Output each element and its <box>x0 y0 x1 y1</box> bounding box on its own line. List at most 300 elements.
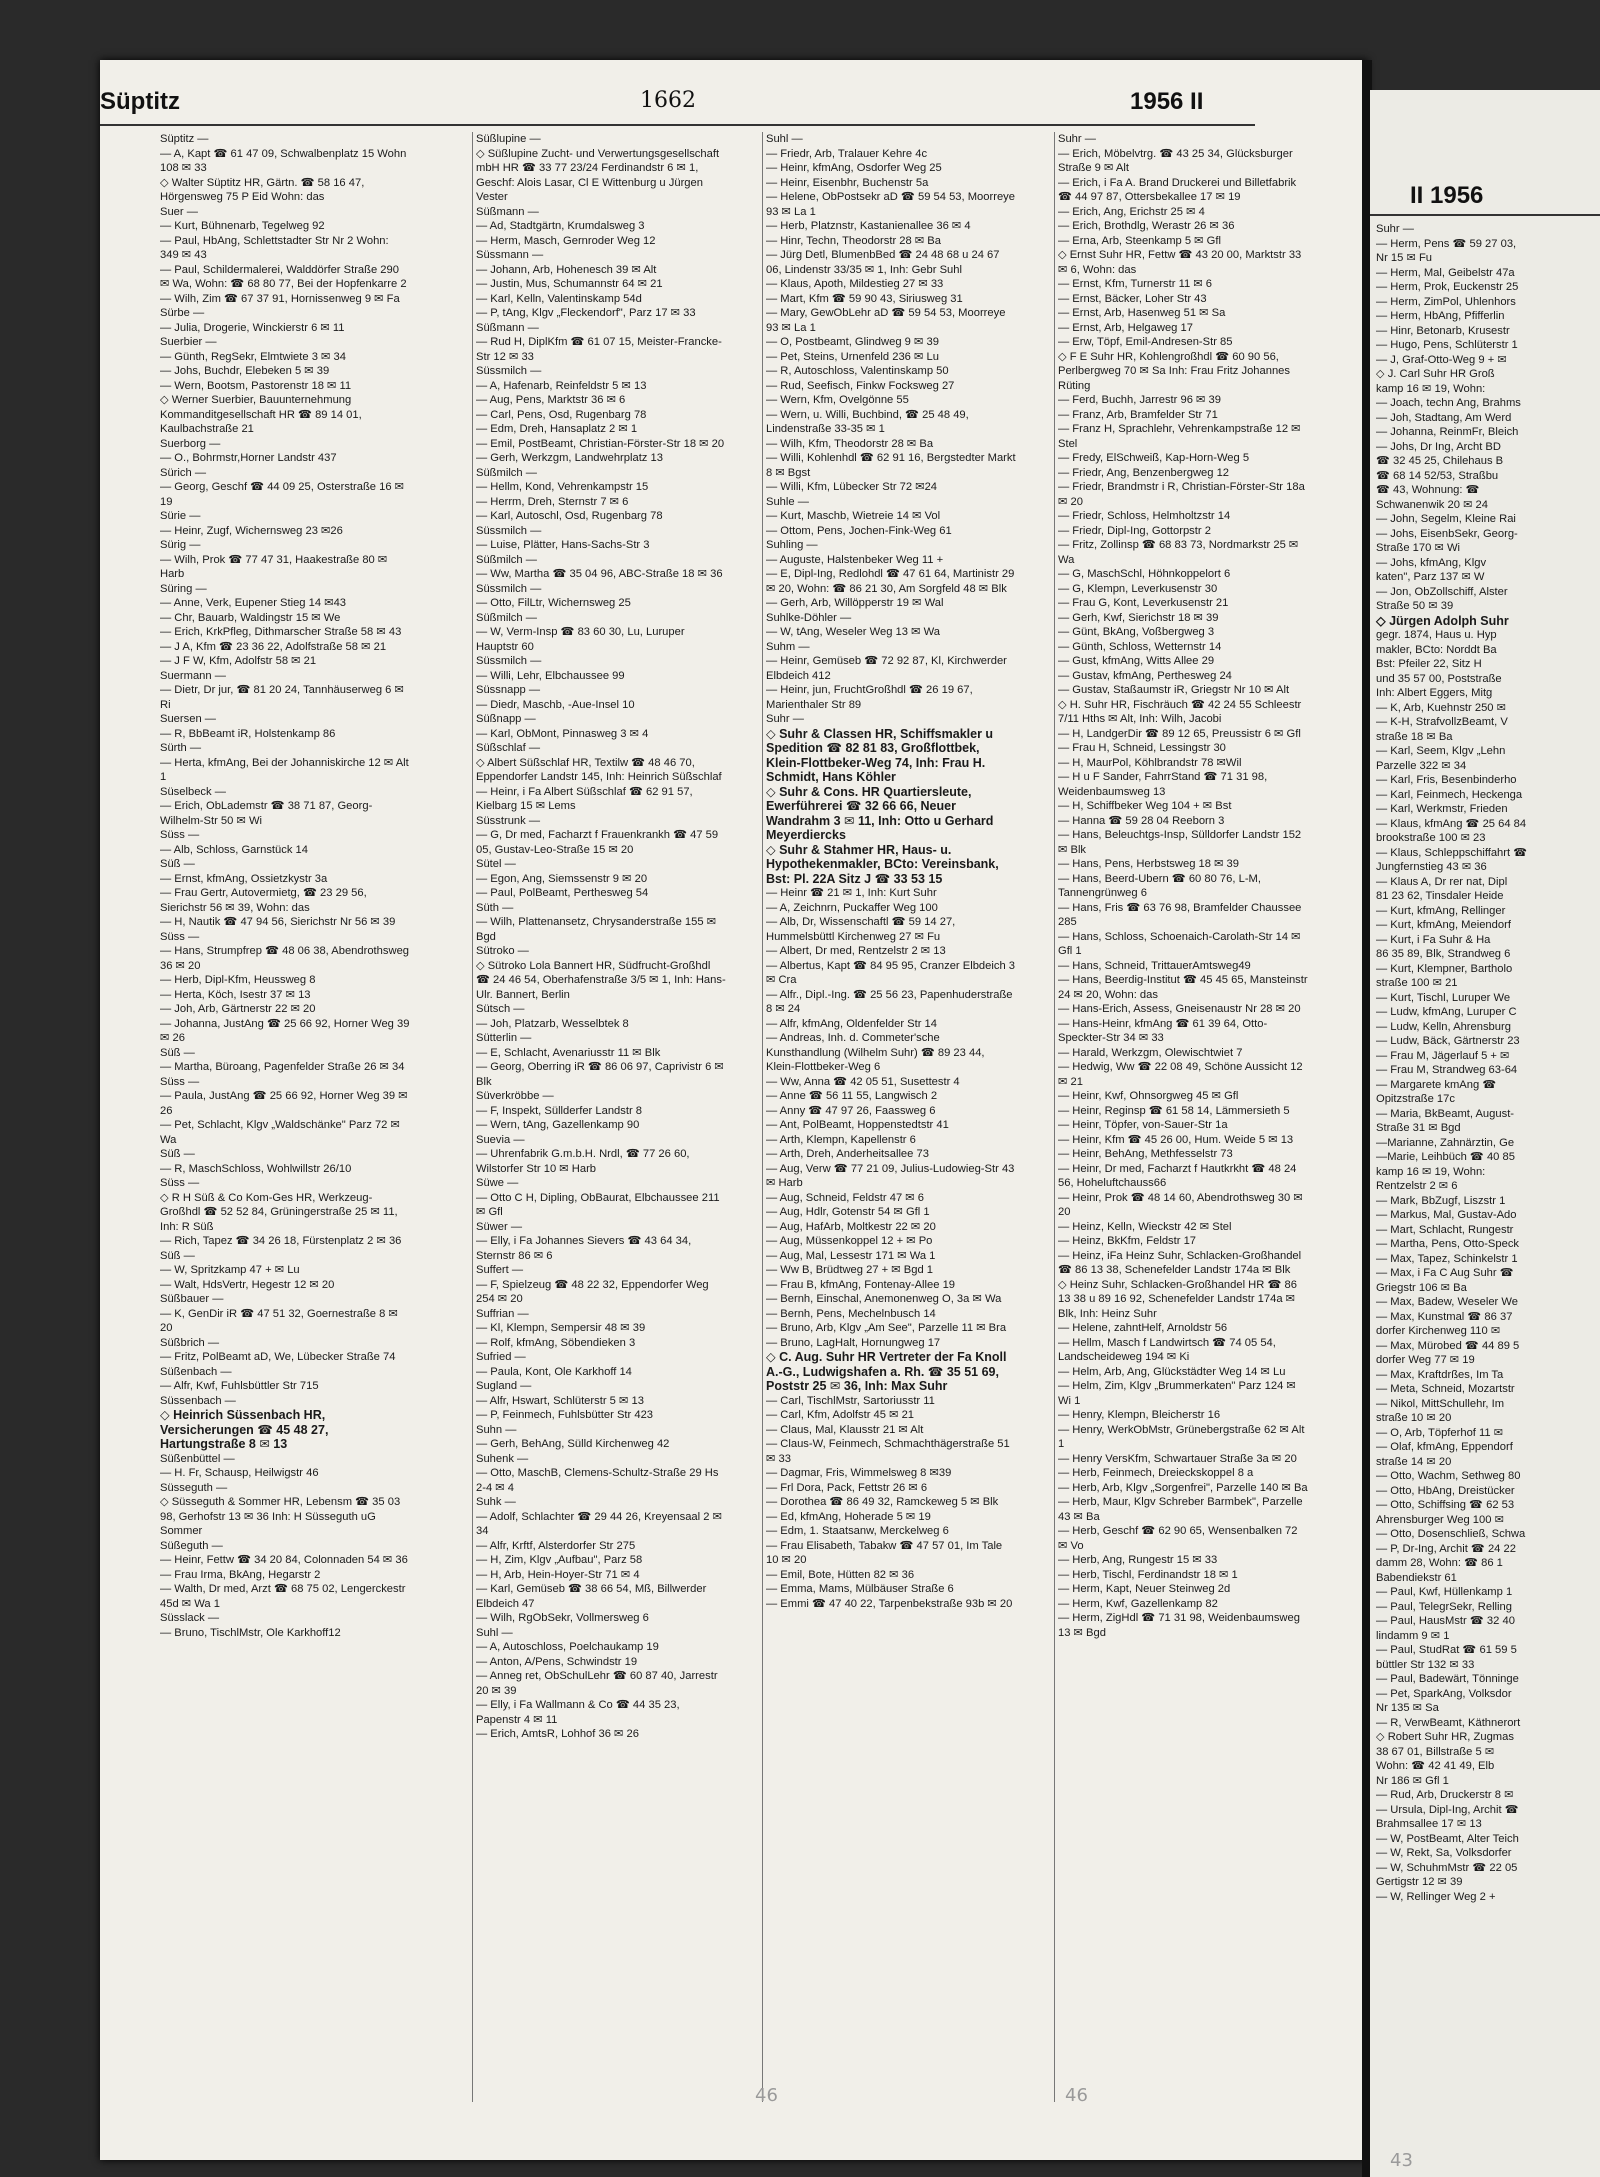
directory-entry: — Martha, Pens, Otto-Speck <box>1376 1238 1520 1250</box>
directory-entry: — Jon, ObZollschiff, Alster <box>1376 585 1508 598</box>
directory-entry: Sütel — <box>476 858 516 870</box>
directory-entry: — Klaus, kfmAng ☎ 25 64 84 <box>1376 817 1527 830</box>
directory-entry: ◇ F E Suhr HR, Kohlengroßhdl ☎ 60 90 56, Perlbergweg 70 ✉ Sa Inh: Frau Fritz Johannes Rüting <box>1058 350 1290 392</box>
directory-entry: — Elly, i Fa Johannes Sievers ☎ 43 64 34, Sternstr 86 ✉ 6 <box>476 1235 692 1262</box>
directory-entry: — Heinz, iFa Heinz Suhr, Schlacken-Großhandel ☎ 86 13 38, Schenefelder Landstr 174a ✉ Blk <box>1058 1249 1302 1276</box>
directory-entry: Suhl — <box>766 133 803 145</box>
directory-entry: — Erw, Töpf, Emil-Andresen-Str 85 <box>1058 336 1233 348</box>
directory-entry: — Heinr, kfmAng, Osdorfer Weg 25 <box>766 162 942 174</box>
directory-entry: — Wern, Bootsm, Pastorenstr 18 ✉ 11 <box>160 379 352 392</box>
directory-entry: — Aug, Müssenkoppel 12 + ✉ Po <box>766 1235 933 1247</box>
directory-entry: — Edm, Dreh, Hansaplatz 2 ✉ 1 <box>476 423 638 435</box>
directory-entry: Süßenbach — <box>160 1365 232 1378</box>
column-divider <box>762 132 763 2102</box>
directory-entry: Parzelle 322 ✉ 34 <box>1376 759 1467 772</box>
directory-entry: — Hans, Pens, Herbstsweg 18 ✉ 39 <box>1058 858 1239 870</box>
directory-entry: — Diedr, Maschb, -Aue-Insel 10 <box>476 698 635 711</box>
directory-entry: straße 18 ✉ Ba <box>1376 730 1453 743</box>
directory-entry: — G, MaschSchl, Höhnkoppelort 6 <box>1058 568 1231 580</box>
directory-entry: — Harald, Werkzgm, Olewischtwiet 7 <box>1058 1046 1243 1059</box>
directory-entry: — Maria, BkBeamt, August- <box>1376 1107 1515 1120</box>
directory-entry: — O, Arb, Töpferhof 11 ✉ <box>1376 1426 1504 1439</box>
directory-entry: — Paul, TelegrSekr, Relling <box>1376 1600 1512 1613</box>
directory-entry: — Henry, Klempn, Bleicherstr 16 <box>1058 1409 1221 1421</box>
directory-entry: Süptitz — <box>160 133 209 145</box>
directory-entry: — Herm, Masch, Gernroder Weg 12 <box>476 234 656 247</box>
directory-entry: — Georg, Oberring iR ☎ 86 06 97, Caprivistr 6 ✉ Blk <box>476 1061 724 1088</box>
directory-entry: Suermann — <box>160 669 226 682</box>
directory-entry: — Heinr, Dr med, Facharzt f Hautkrkht ☎ 48 24 56, Hoheluftchauss66 <box>1058 1162 1297 1189</box>
directory-entry: Suhling — <box>766 539 818 551</box>
directory-entry: — Willi, Kfm, Lübecker Str 72 ✉24 <box>766 481 938 493</box>
directory-entry: — Erich, i Fa A. Brand Druckerei und Billetfabrik ☎ 44 97 87, Ottersbekallee 17 ✉ 19 <box>1058 176 1297 203</box>
directory-entry: — W, Rellinger Weg 2 + <box>1376 1890 1496 1903</box>
directory-entry: — Henry VersKfm, Schwartauer Straße 3a ✉ 20 <box>1058 1452 1297 1465</box>
directory-entry: — Kurt, i Fa Suhr & Ha <box>1376 933 1491 946</box>
directory-entry: — Fritz, PolBeamt aD, We, Lübecker Straße 74 <box>160 1351 396 1363</box>
directory-entry: Sürich — <box>160 466 207 479</box>
directory-entry: — Kurt, kfmAng, Rellinger <box>1376 904 1506 917</box>
directory-entry: Suffrian — <box>476 1307 529 1320</box>
directory-entry: — Rolf, kfmAng, Söbendieken 3 <box>476 1336 636 1349</box>
directory-entry: — J, Graf-Otto-Weg 9 + ✉ <box>1376 353 1507 366</box>
directory-entry: — K, Arb, Kuehnstr 250 ✉ <box>1376 701 1507 714</box>
directory-entry: — Johs, Dr Ing, Archt BD <box>1376 440 1501 453</box>
directory-entry: — Franz H, Sprachlehr, Vehrenkampstraße 12 ✉ Stel <box>1058 423 1301 450</box>
directory-entry: gegr. 1874, Haus u. Hyp <box>1376 629 1497 641</box>
directory-entry: — F, Inspekt, Süllderfer Landstr 8 <box>476 1104 643 1117</box>
directory-entry: — Aug, Pens, Marktstr 36 ✉ 6 <box>476 394 626 406</box>
directory-entry: — Alfr., Dipl.-Ing. ☎ 25 56 23, Papenhuderstraße 8 ✉ 24 <box>766 988 1013 1015</box>
directory-entry: Suhr — <box>766 713 804 725</box>
directory-entry: ☎ 32 45 25, Chilehaus B <box>1376 455 1504 467</box>
directory-entry: — Ottom, Pens, Jochen-Fink-Weg 61 <box>766 524 952 537</box>
directory-entry: — P, Dr-Ing, Archit ☎ 24 22 <box>1376 1542 1516 1555</box>
directory-entry: — Aug, Verw ☎ 77 21 09, Julius-Ludowieg-Str 43 ✉ Harb <box>766 1162 1015 1189</box>
directory-entry: ◇ Werner Suerbier, Bauunternehmung Kommanditgesellschaft HR ☎ 89 14 01, Kaulbachstraße 21 <box>160 394 362 435</box>
directory-entry: — Mark, BbZugf, Liszstr 1 <box>1376 1194 1506 1207</box>
directory-entry: Süß — <box>160 1249 195 1262</box>
directory-entry: — Klaus, Apoth, Mildestieg 27 ✉ 33 <box>766 278 944 290</box>
directory-entry: — R, VerwBeamt, Käthnerort <box>1376 1716 1521 1729</box>
directory-entry: — Paul, HbAng, Schlettstadter Str Nr 2 Wohn: 349 ✉ 43 <box>160 234 389 261</box>
directory-entry: Suerborg — <box>160 437 221 450</box>
directory-entry: — Ludw, kfmAng, Luruper C <box>1376 1006 1517 1018</box>
handwritten-mark: 43 <box>1390 2150 1413 2171</box>
directory-entry: — W, PostBeamt, Alter Teich <box>1376 1832 1519 1845</box>
directory-entry: — Alfr, Kwf, Fuhlsbüttler Str 715 <box>160 1380 319 1392</box>
directory-entry: — Heinr, Töpfer, von-Sauer-Str 1a <box>1058 1119 1228 1131</box>
directory-entry: Sürie — <box>160 510 201 522</box>
directory-entry: — Helene, ObPostsekr aD ☎ 59 54 53, Moorreye 93 ✉ La 1 <box>766 191 1015 218</box>
directory-entry: — Gerh, Arb, Willöpperstr 19 ✉ Wal <box>766 597 944 609</box>
column-3 <box>766 132 1016 1611</box>
directory-entry: Süsseguth — <box>160 1481 228 1494</box>
directory-entry: ◇ Sütroko Lola Bannert HR, Südfrucht-Großhdl ☎ 24 46 54, Oberhafenstraße 3/5 ✉ 1, Inh: Hans-Ulr. Bannert, Berlin <box>476 959 726 1001</box>
directory-entry: ☎ 68 14 52/53, Straßbu <box>1376 469 1499 482</box>
directory-entry: — Max, Mürobed ☎ 44 89 5 <box>1376 1339 1520 1352</box>
directory-entry: 81 23 62, Tinsdaler Heide <box>1376 890 1504 902</box>
directory-entry: — Aug, Mal, Lessestr 171 ✉ Wa 1 <box>766 1249 936 1262</box>
right-page-header: II 1956 <box>1410 182 1484 209</box>
directory-entry: — W, Rekt, Sa, Volksdorfer <box>1376 1847 1512 1859</box>
directory-entry: — Pet, Steins, Urnenfeld 236 ✉ Lu <box>766 350 939 363</box>
directory-entry: — Franz, Arb, Bramfelder Str 71 <box>1058 408 1218 421</box>
directory-entry: — Ludw, Bäck, Gärtnerstr 23 <box>1376 1035 1520 1047</box>
directory-entry: — Karl, ObMont, Pinnasweg 3 ✉ 4 <box>476 727 649 740</box>
directory-entry: — Paul, Kwf, Hüllenkamp 1 <box>1376 1586 1513 1598</box>
directory-entry: — Margarete kmAng ☎ <box>1376 1078 1497 1091</box>
directory-entry: — Günth, RegSekr, Elmtwiete 3 ✉ 34 <box>160 350 346 363</box>
directory-entry: — Johanna, JustAng ☎ 25 66 92, Horner Weg 39 ✉ 26 <box>160 1017 410 1044</box>
directory-entry: — Joach, techn Ang, Brahms <box>1376 397 1521 409</box>
directory-entry: — Alb, Dr, Wissenschaftl ☎ 59 14 27, Hummelsbüttl Kirchenweg 27 ✉ Fu <box>766 916 956 943</box>
directory-entry: — Hinr, Betonarb, Krusestr <box>1376 324 1510 337</box>
directory-entry: — Gustav, kfmAng, Perthesweg 24 <box>1058 669 1232 682</box>
directory-entry: — Julia, Drogerie, Winckierstr 6 ✉ 11 <box>160 321 345 334</box>
directory-entry: — Emil, Bote, Hütten 82 ✉ 36 <box>766 1568 915 1581</box>
directory-entry: — W, SchuhmMstr ☎ 22 05 <box>1376 1861 1518 1874</box>
directory-entry: — Alb, Schloss, Garnstück 14 <box>160 843 308 856</box>
right-page <box>1370 90 1600 2177</box>
directory-entry: — Friedr, Brandmstr i R, Christian-Förster-Str 18a ✉ 20 <box>1058 481 1305 508</box>
directory-entry: — Ernst, Bäcker, Loher Str 43 <box>1058 292 1207 305</box>
directory-entry: lindamm 9 ✉ 1 <box>1376 1629 1450 1642</box>
directory-entry: — Heinr, BehAng, Methfesselstr 73 <box>1058 1148 1233 1160</box>
directory-entry: — Ed, kfmAng, Hoherade 5 ✉ 19 <box>766 1510 931 1523</box>
directory-entry: — Otto, MaschB, Clemens-Schultz-Straße 29 Hs 2-4 ✉ 4 <box>476 1467 719 1494</box>
directory-entry: Suerbier — <box>160 336 217 348</box>
directory-entry: — Herm, Prok, Euckenstr 25 <box>1376 281 1519 293</box>
directory-entry: — Aug, Hdlr, Gotenstr 54 ✉ Gfl 1 <box>766 1206 930 1218</box>
directory-entry: Nr 186 ✉ Gfl 1 <box>1376 1774 1449 1787</box>
directory-entry: — Günth, Schloss, Wetternstr 14 <box>1058 640 1222 653</box>
directory-entry: — Heinr, Zugf, Wichernsweg 23 ✉26 <box>160 524 343 537</box>
directory-entry: — Erna, Arb, Steenkamp 5 ✉ Gfl <box>1058 234 1221 247</box>
directory-entry: — Emil, PostBeamt, Christian-Förster-Str 18 ✉ 20 <box>476 437 725 450</box>
directory-entry: — Anne, Verk, Eupener Stieg 14 ✉43 <box>160 597 347 609</box>
directory-entry: — Mary, GewObLehr aD ☎ 59 54 53, Moorreye 93 ✉ La 1 <box>766 307 1006 334</box>
directory-entry: — Hans, Schneid, TrittauerAmtsweg49 <box>1058 959 1251 972</box>
directory-entry: — Gerh, BehAng, Sülld Kirchenweg 42 <box>476 1438 670 1450</box>
directory-entry: — Herb, Maur, Klgv Schreber Barmbek", Parzelle 43 ✉ Ba <box>1058 1496 1303 1523</box>
directory-entry: — Hans-Erich, Assess, Gneisenaustr Nr 28 ✉ 20 <box>1058 1003 1301 1015</box>
directory-entry: Brahmsallee 17 ✉ 13 <box>1376 1818 1482 1830</box>
directory-entry: — Bruno, TischlMstr, Ole Karkhoff12 <box>160 1626 341 1639</box>
directory-entry: — Wilh, Zim ☎ 67 37 91, Hornissenweg 9 ✉ Fa <box>160 292 400 305</box>
directory-entry: — Otto, Dosenschließ, Schwa <box>1376 1528 1526 1540</box>
directory-entry: — Ww, Martha ☎ 35 04 96, ABC-Straße 18 ✉ 36 <box>476 568 723 580</box>
directory-entry: — Ww, Anna ☎ 42 05 51, Susettestr 4 <box>766 1075 960 1088</box>
directory-entry: — Heinr, Reginsp ☎ 61 58 14, Lämmersieth 5 <box>1058 1104 1290 1117</box>
directory-entry: — Dietr, Dr jur, ☎ 81 20 24, Tannhäuserweg 6 ✉ Ri <box>160 684 404 711</box>
directory-entry: Suhenk — <box>476 1452 529 1465</box>
directory-entry: Suevia — <box>476 1133 525 1146</box>
directory-entry: Wohn: ☎ 42 41 49, Elb <box>1376 1760 1495 1772</box>
directory-entry: ◇ Süsseguth & Sommer HR, Lebensm ☎ 35 03 98, Gerhofstr 13 ✉ 36 Inh: H Süsseguth uG Sommer <box>160 1496 401 1537</box>
directory-entry: Süssnapp — <box>476 684 541 696</box>
directory-entry: — Heinr ☎ 21 ✉ 1, Inh: Kurt Suhr <box>766 887 937 899</box>
directory-entry: Süßmilch — <box>476 553 537 566</box>
directory-entry: dorfer Weg 77 ✉ 19 <box>1376 1354 1475 1366</box>
directory-entry: Süßenbüttel — <box>160 1452 235 1465</box>
directory-entry: — Walt, HdsVertr, Hegestr 12 ✉ 20 <box>160 1278 335 1291</box>
directory-entry: — Frau G, Kont, Leverkusenstr 21 <box>1058 597 1229 609</box>
directory-entry: — Hans, Fris ☎ 63 76 98, Bramfelder Chaussee 285 <box>1058 901 1302 928</box>
directory-entry: — A, Autoschloss, Poelchaukamp 19 <box>476 1641 659 1653</box>
directory-entry: — John, Segelm, Kleine Rai <box>1376 513 1516 525</box>
directory-entry: — Herb, Ang, Rungestr 15 ✉ 33 <box>1058 1554 1218 1566</box>
directory-entry: — Anny ☎ 47 97 26, Faassweg 6 <box>766 1104 936 1117</box>
directory-entry: — Herm, ZimPol, Uhlenhors <box>1376 295 1516 308</box>
directory-entry: Süsslack — <box>160 1612 220 1624</box>
directory-entry: — Heinr, Fettw ☎ 34 20 84, Colonnaden 54 ✉ 36 <box>160 1554 408 1566</box>
directory-entry: — Hugo, Pens, Schlüterstr 1 <box>1376 339 1518 351</box>
directory-entry: — Willi, Kohlenhdl ☎ 62 91 16, Bergstedter Markt 8 ✉ Bgst <box>766 452 1016 479</box>
directory-entry: — Paul, StudRat ☎ 61 59 5 <box>1376 1644 1517 1656</box>
directory-entry: Sürig — <box>160 539 201 551</box>
column-2 <box>476 132 726 1742</box>
directory-entry: — Frl Dora, Pack, Fettstr 26 ✉ 6 <box>766 1481 928 1494</box>
directory-entry: — Max, Tapez, Schinkelstr 1 <box>1376 1252 1518 1265</box>
directory-entry: — Heinr, Eisenbhr, Buchenstr 5a <box>766 176 929 189</box>
directory-entry: ◇ Walter Süptitz HR, Gärtn. ☎ 58 16 47, Hörgensweg 75 P Eid Wohn: das <box>160 176 365 203</box>
directory-entry: — Paul, Badewärt, Tönninge <box>1376 1673 1519 1685</box>
directory-entry: — Herb, Tischl, Ferdinandstr 18 ✉ 1 <box>1058 1568 1238 1581</box>
directory-entry: — Herm, Pens ☎ 59 27 03, <box>1376 237 1517 250</box>
directory-entry: — Wilh, Prok ☎ 77 47 31, Haakestraße 80 ✉ Harb <box>160 553 388 580</box>
directory-entry: — Ernst, kfmAng, Ossietzkystr 3a <box>160 872 328 885</box>
directory-entry: — Otto, HbAng, Dreistücker <box>1376 1484 1515 1497</box>
directory-entry: ◇ Heinrich Süssenbach HR, Versicherungen ☎ 45 48 27, Hartungstraße 8 ✉ 13 <box>160 1408 329 1451</box>
directory-entry: — Chr, Bauarb, Waldingstr 15 ✉ We <box>160 611 341 624</box>
column-1 <box>160 132 410 1640</box>
directory-entry: Sütroko — <box>476 945 529 957</box>
directory-entry: — Hans-Heinr, kfmAng ☎ 61 39 64, Otto-Speckter-Str 34 ✉ 33 <box>1058 1017 1268 1044</box>
directory-entry: — P, Feinmech, Fuhlsbütter Str 423 <box>476 1409 654 1421</box>
directory-entry: — Ernst, Arb, Hasenweg 51 ✉ Sa <box>1058 307 1226 319</box>
directory-entry: Straße 170 ✉ Wi <box>1376 542 1460 554</box>
directory-entry: Nr 15 ✉ Fu <box>1376 252 1433 264</box>
directory-entry: — Albert, Dr med, Rentzelstr 2 ✉ 13 <box>766 945 946 957</box>
directory-entry: — Karl, Kelln, Valentinskamp 54d <box>476 292 642 305</box>
directory-entry: — E, Schlacht, Avenariusstr 11 ✉ Blk <box>476 1046 661 1059</box>
directory-entry: Suffert — <box>476 1264 524 1276</box>
directory-entry: — H, MaurPol, Köhlbrandstr 78 ✉Wil <box>1058 756 1242 769</box>
directory-entry: Suhle — <box>766 495 809 508</box>
directory-entry: — Carl, Pens, Osd, Rugenbarg 78 <box>476 408 647 421</box>
directory-entry: — Gust, kfmAng, Witts Allee 29 <box>1058 655 1215 667</box>
directory-entry: Süßnapp — <box>476 713 536 725</box>
directory-entry: Süss — <box>160 1177 200 1189</box>
directory-entry: — Wern, u. Willi, Buchbind, ☎ 25 48 49, Lindenstraße 33-35 ✉ 1 <box>766 408 969 435</box>
directory-entry: — Ad, Stadtgärtn, Krumdalsweg 3 <box>476 220 645 232</box>
directory-entry: — Rich, Tapez ☎ 34 26 18, Fürstenplatz 2 ✉ 36 <box>160 1235 402 1247</box>
directory-entry: — Otto, Schiffsing ☎ 62 53 <box>1376 1499 1515 1511</box>
directory-entry: — H. Fr, Schausp, Heilwigstr 46 <box>160 1467 319 1479</box>
directory-entry: — Kurt, kfmAng, Meiendorf <box>1376 919 1511 931</box>
directory-entry: — Frau Elisabeth, Tabakw ☎ 47 57 01, Im Tale 10 ✉ 20 <box>766 1539 1003 1566</box>
directory-entry: Süss — <box>160 930 200 943</box>
directory-entry: — Wilh, RgObSekr, Vollmersweg 6 <box>476 1612 649 1624</box>
directory-entry: — Hellm, Masch f Landwirtsch ☎ 74 05 54, Landscheideweg 194 ✉ Ki <box>1058 1336 1276 1363</box>
directory-entry: straße 10 ✉ 20 <box>1376 1412 1452 1424</box>
directory-entry: — Heinr, i Fa Albert Süßschlaf ☎ 62 91 57, Kielbarg 15 ✉ Lems <box>476 785 693 812</box>
directory-entry: — Max, Kunstmal ☎ 86 37 <box>1376 1310 1513 1323</box>
directory-entry: — J F W, Kfm, Adolfstr 58 ✉ 21 <box>160 655 317 667</box>
directory-entry: — Hellm, Kond, Vehrenkampstr 15 <box>476 481 649 493</box>
directory-entry: Süßschlaf — <box>476 742 541 754</box>
directory-entry: —Marianne, Zahnärztin, Ge <box>1376 1136 1515 1149</box>
directory-entry: — Johs, Buchdr, Elebeken 5 ✉ 39 <box>160 365 330 377</box>
directory-entry: — Aug, Schneid, Feldstr 47 ✉ 6 <box>766 1191 925 1204</box>
directory-entry: — Carl, Kfm, Adolfstr 45 ✉ 21 <box>766 1409 915 1421</box>
directory-entry: — Anne ☎ 56 11 55, Langwisch 2 <box>766 1090 938 1102</box>
directory-entry: — Heinr, Kwf, Ohnsorgweg 45 ✉ Gfl <box>1058 1090 1239 1102</box>
directory-entry: — Rud, Seefisch, Finkw Focksweg 27 <box>766 379 955 392</box>
directory-entry: Sütterlin — <box>476 1032 532 1044</box>
directory-entry: — Kurt, Bühnenarb, Tegelweg 92 <box>160 220 325 232</box>
directory-entry: —Marie, Leihbüch ☎ 40 85 <box>1376 1151 1515 1163</box>
directory-entry: — Meta, Schneid, Mozartstr <box>1376 1383 1515 1395</box>
directory-entry: Süßmann — <box>476 205 539 218</box>
directory-entry: — Hans, Beerdig-Institut ☎ 45 45 65, Mansteinstr 24 ✉ 20, Wohn: das <box>1058 974 1308 1001</box>
directory-entry: — Anneg ret, ObSchulLehr ☎ 60 87 40, Jarrestr 20 ✉ 39 <box>476 1670 718 1697</box>
directory-entry: — Aug, HafArb, Moltkestr 22 ✉ 20 <box>766 1220 936 1233</box>
directory-entry: — Wilh, Kfm, Theodorstr 28 ✉ Ba <box>766 437 934 450</box>
directory-entry: Süß — <box>160 1046 195 1059</box>
directory-entry: — Helm, Zim, Klgv „Brummerkaten" Parz 124 ✉ Wi 1 <box>1058 1380 1296 1407</box>
directory-entry: — Markus, Mal, Gustav-Ado <box>1376 1209 1517 1221</box>
directory-entry: — Jürg Detl, BlumenbBed ☎ 24 48 68 u 24 67 06, Lindenstr 33/35 ✉ 1, Inh: Gebr Suhl <box>766 249 1000 276</box>
handwritten-mark: 46 <box>755 2085 778 2106</box>
directory-entry: — Otto, FilLtr, Wichernsweg 25 <box>476 597 631 609</box>
directory-entry: Griegstr 106 ✉ Ba <box>1376 1281 1467 1294</box>
directory-entry: — Herb, Feinmech, Dreieckskoppel 8 a <box>1058 1467 1254 1479</box>
directory-entry: — Hans, Strumpfrep ☎ 48 06 38, Abendrothsweg 36 ✉ 20 <box>160 945 410 972</box>
directory-entry: — Wern, Kfm, Ovelgönne 55 <box>766 394 909 406</box>
directory-entry: — Erich, Brothdlg, Werastr 26 ✉ 36 <box>1058 220 1235 232</box>
directory-entry: — Bernh, Einschal, Anemonenweg O, 3a ✉ Wa <box>766 1293 1002 1305</box>
directory-entry: — Adolf, Schlachter ☎ 29 44 26, Kreyensaal 2 ✉ 34 <box>476 1510 722 1537</box>
directory-entry: — Karl, Werkmstr, Frieden <box>1376 803 1508 815</box>
directory-entry: — Karl, Seem, Klgv „Lehn <box>1376 745 1506 757</box>
directory-entry: — Hans, Beleuchtgs-Insp, Sülldorfer Landstr 152 ✉ Blk <box>1058 829 1302 856</box>
directory-entry: — Herb, Platznstr, Kastanienallee 36 ✉ 4 <box>766 220 971 232</box>
directory-entry: Süß — <box>160 1148 195 1160</box>
directory-entry: — Bruno, Arb, Klgv „Am See", Parzelle 11 ✉ Bra <box>766 1322 1007 1334</box>
directory-entry: — Otto C H, Dipling, ObBaurat, Elbchaussee 211 ✉ Gfl <box>476 1191 720 1218</box>
directory-entry: — Ursula, Dipl-Ing, Archit ☎ <box>1376 1803 1519 1816</box>
directory-entry: Suhn — <box>476 1423 517 1436</box>
directory-entry: — Hedwig, Ww ☎ 22 08 49, Schöne Aussicht 12 ✉ 21 <box>1058 1061 1303 1088</box>
directory-entry: — Uhrenfabrik G.m.b.H. Nrdl, ☎ 77 26 60, Wilstorfer Str 10 ✉ Harb <box>476 1148 690 1175</box>
directory-entry: — Auguste, Halstenbeker Weg 11 + <box>766 553 944 566</box>
directory-entry: Suhl — <box>476 1626 513 1639</box>
directory-entry: — Günt, BkAng, Voßbergweg 3 <box>1058 626 1215 638</box>
directory-entry: — Mart, Schlacht, Rungestr <box>1376 1223 1514 1236</box>
directory-entry: — Erich, ObLademstr ☎ 38 71 87, Georg-Wilhelm-Str 50 ✉ Wi <box>160 800 373 827</box>
directory-entry: Süssmilch — <box>476 365 542 377</box>
directory-entry: Süss — <box>160 829 200 841</box>
directory-entry: Süssmann — <box>476 249 544 261</box>
directory-entry: — Edm, 1. Staatsanw, Merckelweg 6 <box>766 1525 949 1537</box>
directory-entry: — Justin, Mus, Schumannstr 64 ✉ 21 <box>476 278 663 290</box>
directory-entry: — Herrm, Dreh, Sternstr 7 ✉ 6 <box>476 495 629 508</box>
directory-entry: Suhr — <box>1376 223 1414 235</box>
directory-entry: — G, Klempn, Leverkusenstr 30 <box>1058 582 1218 595</box>
directory-entry: Süssenbach — <box>160 1394 236 1407</box>
directory-entry: — W, Spritzkamp 47 + ✉ Lu <box>160 1264 300 1276</box>
directory-entry: — H, Arb, Hein-Hoyer-Str 71 ✉ 4 <box>476 1568 640 1581</box>
directory-entry: — Ant, PolBeamt, Hoppenstedtstr 41 <box>766 1119 949 1131</box>
directory-entry: Nr 135 ✉ Sa <box>1376 1702 1439 1714</box>
directory-entry: Rentzelstr 2 ✉ 6 <box>1376 1180 1458 1192</box>
directory-entry: — A, Hafenarb, Reinfeldstr 5 ✉ 13 <box>476 379 647 392</box>
directory-entry: ◇ H. Suhr HR, Fischräuch ☎ 42 24 55 Schleestr 7/11 Hths ✉ Alt, Inh: Wilh, Jacobi <box>1058 698 1302 725</box>
directory-entry: — O., Bohrmstr,Horner Landstr 437 <box>160 452 337 464</box>
directory-entry: — Albertus, Kapt ☎ 84 95 95, Cranzer Elbdeich 3 ✉ Cra <box>766 959 1016 986</box>
directory-entry: — Johanna, ReinmFr, Bleich <box>1376 426 1519 438</box>
directory-entry: — Klaus, Schleppschiffahrt ☎ <box>1376 846 1528 859</box>
directory-entry: Straße 31 ✉ Bgd <box>1376 1122 1461 1134</box>
directory-entry: Babendiekstr 61 <box>1376 1571 1457 1584</box>
directory-entry: — Mart, Kfm ☎ 59 90 43, Siriusweg 31 <box>766 292 963 305</box>
header-rule <box>100 124 1255 126</box>
directory-entry: — H, Schiffbeker Weg 104 + ✉ Bst <box>1058 800 1232 812</box>
directory-entry: — Paul, PolBeamt, Perthesweg 54 <box>476 887 649 899</box>
directory-entry: Süßmilch — <box>476 466 537 479</box>
directory-entry: — Friedr, Schloss, Helmholtzstr 14 <box>1058 510 1231 522</box>
directory-entry: — O, Postbeamt, Glindweg 9 ✉ 39 <box>766 336 939 348</box>
directory-entry: ☎ 43, Wohnung: ☎ <box>1376 484 1480 496</box>
directory-entry: — Herb, Arb, Klgv „Sorgenfrei", Parzelle 140 ✉ Ba <box>1058 1481 1308 1494</box>
directory-entry: dorfer Kirchenweg 110 ✉ <box>1376 1325 1501 1337</box>
directory-entry: — Paul, Schildermalerei, Walddörfer Straße 290 ✉ Wa, Wohn: ☎ 68 80 77, Bei der Hopfenkarre 2 <box>160 263 407 290</box>
directory-entry: — Paula, JustAng ☎ 25 66 92, Horner Weg 39 ✉ 26 <box>160 1090 408 1117</box>
directory-entry: straße 14 ✉ 20 <box>1376 1455 1452 1468</box>
directory-entry: — Carl, TischlMstr, Sartoriusstr 11 <box>766 1394 935 1407</box>
directory-entry: Süßmann — <box>476 321 539 334</box>
directory-entry: — J A, Kfm ☎ 23 36 22, Adolfstraße 58 ✉ 21 <box>160 640 387 653</box>
directory-entry: Süßeguth — <box>160 1539 223 1552</box>
directory-entry: — Helm, Arb, Ang, Glückstädter Weg 14 ✉ Lu <box>1058 1365 1286 1378</box>
directory-entry: — P, tAng, Klgv „Fleckendorf", Parz 17 ✉ 33 <box>476 307 696 319</box>
directory-entry: — Kurt, Tischl, Luruper We <box>1376 991 1511 1004</box>
directory-entry: — Ernst, Arb, Helgaweg 17 <box>1058 321 1193 334</box>
directory-entry: — Gustav, Staßaumstr iR, Griegstr Nr 10 ✉ Alt <box>1058 684 1290 696</box>
directory-entry: Süßbrich — <box>160 1336 220 1349</box>
directory-entry: Süßlupine — <box>476 133 541 145</box>
directory-entry: 86 35 89, Blk, Strandweg 6 <box>1376 948 1511 960</box>
directory-entry: — Andreas, Inh. d. Commeter'sche Kunsthandlung (Wilhelm Suhr) ☎ 89 23 44, Klein-Flottbeker-Weg 6 <box>766 1032 985 1073</box>
directory-entry: — Hans, Schloss, Schoenaich-Carolath-Str 14 ✉ Gfl 1 <box>1058 930 1301 957</box>
directory-entry: — Herm, ZigHdl ☎ 71 31 98, Weidenbaumsweg 13 ✉ Bgd <box>1058 1612 1300 1639</box>
directory-entry: Süth — <box>476 901 514 914</box>
directory-entry: — Alfr, kfmAng, Oldenfelder Str 14 <box>766 1017 937 1030</box>
directory-entry: — Willi, Lehr, Elbchaussee 99 <box>476 669 625 682</box>
directory-entry: — R, MaschSchloss, Wohlwillstr 26/10 <box>160 1162 352 1175</box>
directory-entry: — Olaf, kfmAng, Eppendorf <box>1376 1441 1513 1453</box>
directory-entry: — Johs, kfmAng, Klgv <box>1376 556 1487 569</box>
directory-entry: — Johs, EisenbSekr, Georg- <box>1376 527 1518 540</box>
directory-entry: — Arth, Dreh, Anderheitsallee 73 <box>766 1148 929 1160</box>
directory-entry: Süß — <box>160 858 195 870</box>
directory-entry: damm 28, Wohn: ☎ 86 1 <box>1376 1557 1503 1569</box>
directory-entry: — Gerh, Kwf, Sierichstr 18 ✉ 39 <box>1058 611 1219 624</box>
directory-entry: — Anton, A/Pens, Schwindstr 19 <box>476 1655 638 1668</box>
directory-entry: — Herm, Mal, Geibelstr 47a <box>1376 266 1515 279</box>
